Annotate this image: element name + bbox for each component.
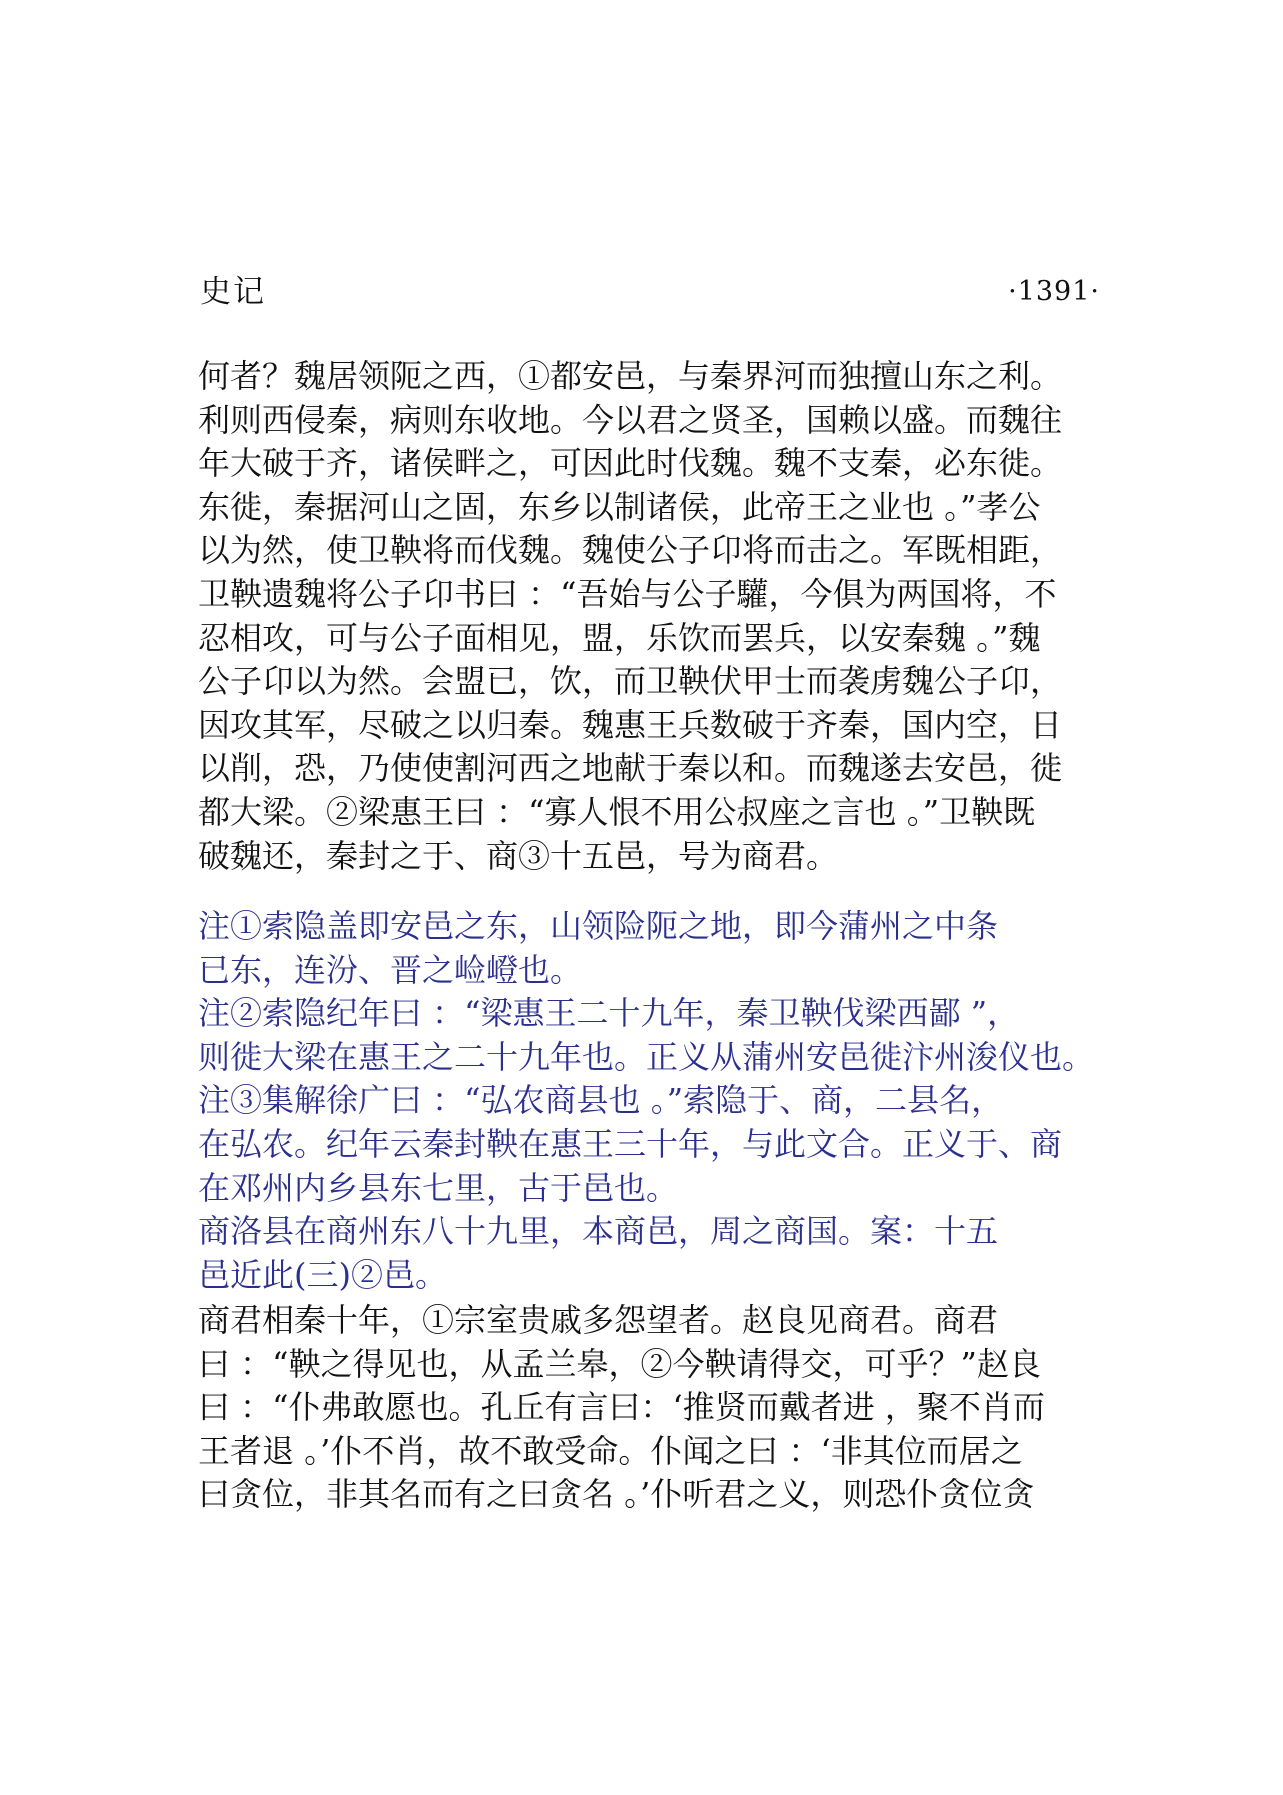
text-line: 都大梁。②梁惠王曰 ：“寡人恨不用公叔座之言也 。”卫鞅既 [198, 792, 1036, 831]
text-line: 因攻其军，尽破之以归秦。魏惠王兵数破于齐秦，国内空，日 [198, 705, 1063, 744]
page-number: ·1391· [1008, 276, 1100, 307]
note-line: 则徙大梁在惠王之二十九年也。正义从蒲州安邑徙汴州浚仪也。 [198, 1037, 1095, 1076]
note-line: 在弘农。纪年云秦封鞅在惠王三十年，与此文合。正义于、商 [198, 1124, 1063, 1163]
text-line: 公子卬以为然。会盟已，饮，而卫鞅伏甲士而袭虏魏公子卬， [198, 662, 1063, 701]
text-line: 忍相攻，可与公子面相见，盟，乐饮而罢兵，以安秦魏 。”魏 [198, 618, 1041, 657]
text-line: 以为然，使卫鞅将而伐魏。魏使公子卬将而击之。军既相距， [198, 531, 1063, 570]
note-line: 商洛县在商州东八十九里，本商邑，周之商国。案：十五 [198, 1212, 999, 1251]
text-line: 破魏还，秦封之于、商③十五邑，号为商君。 [198, 836, 839, 875]
annotation-notes-block [198, 905, 1118, 1297]
note-line: 注②索隐纪年曰 ：“梁惠王二十九年，秦卫鞅伐梁西鄙 ”， [198, 994, 1020, 1033]
note-line: 邑近此(三)②邑。 [198, 1255, 447, 1294]
page-header [200, 268, 1100, 316]
text-line: 商君相秦十年，①宗室贵戚多怨望者。赵良见商君。商君 [198, 1301, 999, 1339]
text-line: 何者？魏居领阨之西，①都安邑，与秦界河而独擅山东之利。 [198, 357, 1063, 395]
note-line: 在邓州内乡县东七里，古于邑也。 [198, 1168, 679, 1207]
note-line: 注③集解徐广曰 ：“弘农商县也 。”索隐于、商，二县名， [198, 1081, 1004, 1120]
text-line: 曰 ：“仆弗敢愿也。孔丘有言曰：‘推贤而戴者进 ，聚不肖而 [198, 1388, 1045, 1427]
text-line: 以削，恐，乃使使割河西之地献于秦以和。而魏遂去安邑，徙 [198, 749, 1063, 788]
text-line: 曰贪位，非其名而有之曰贪名 。’仆听君之义，则恐仆贪位贪 [198, 1475, 1035, 1514]
book-title: 史记 [200, 274, 266, 310]
continued-text-block [198, 1299, 1098, 1517]
text-line: 利则西侵秦，病则东收地。今以君之贤圣，国赖以盛。而魏往 [198, 400, 1063, 439]
main-text-block [198, 355, 1098, 878]
text-line: 曰 ：“鞅之得见也，从孟兰皋，②今鞅请得交，可乎？”赵良 [198, 1344, 1041, 1383]
text-line: 年大破于齐，诸侯畔之，可因此时伐魏。魏不支秦，必东徙。 [198, 444, 1063, 483]
text-line: 王者退 。’仆不肖，故不敢受命。仆闻之曰 ：‘非其位而居之 [198, 1431, 1023, 1470]
text-line: 东徙，秦据河山之固，东乡以制诸侯，此帝王之业也 。”孝公 [198, 487, 1041, 526]
note-line: 已东，连汾、晋之崄嶝也。 [198, 950, 583, 989]
text-line: 卫鞅遗魏将公子卬书曰 ：“吾始与公子驩，今俱为两国将，不 [198, 574, 1057, 613]
note-line: 注①索隐盖即安邑之东，山领险阨之地，即今蒲州之中条 [198, 907, 999, 945]
